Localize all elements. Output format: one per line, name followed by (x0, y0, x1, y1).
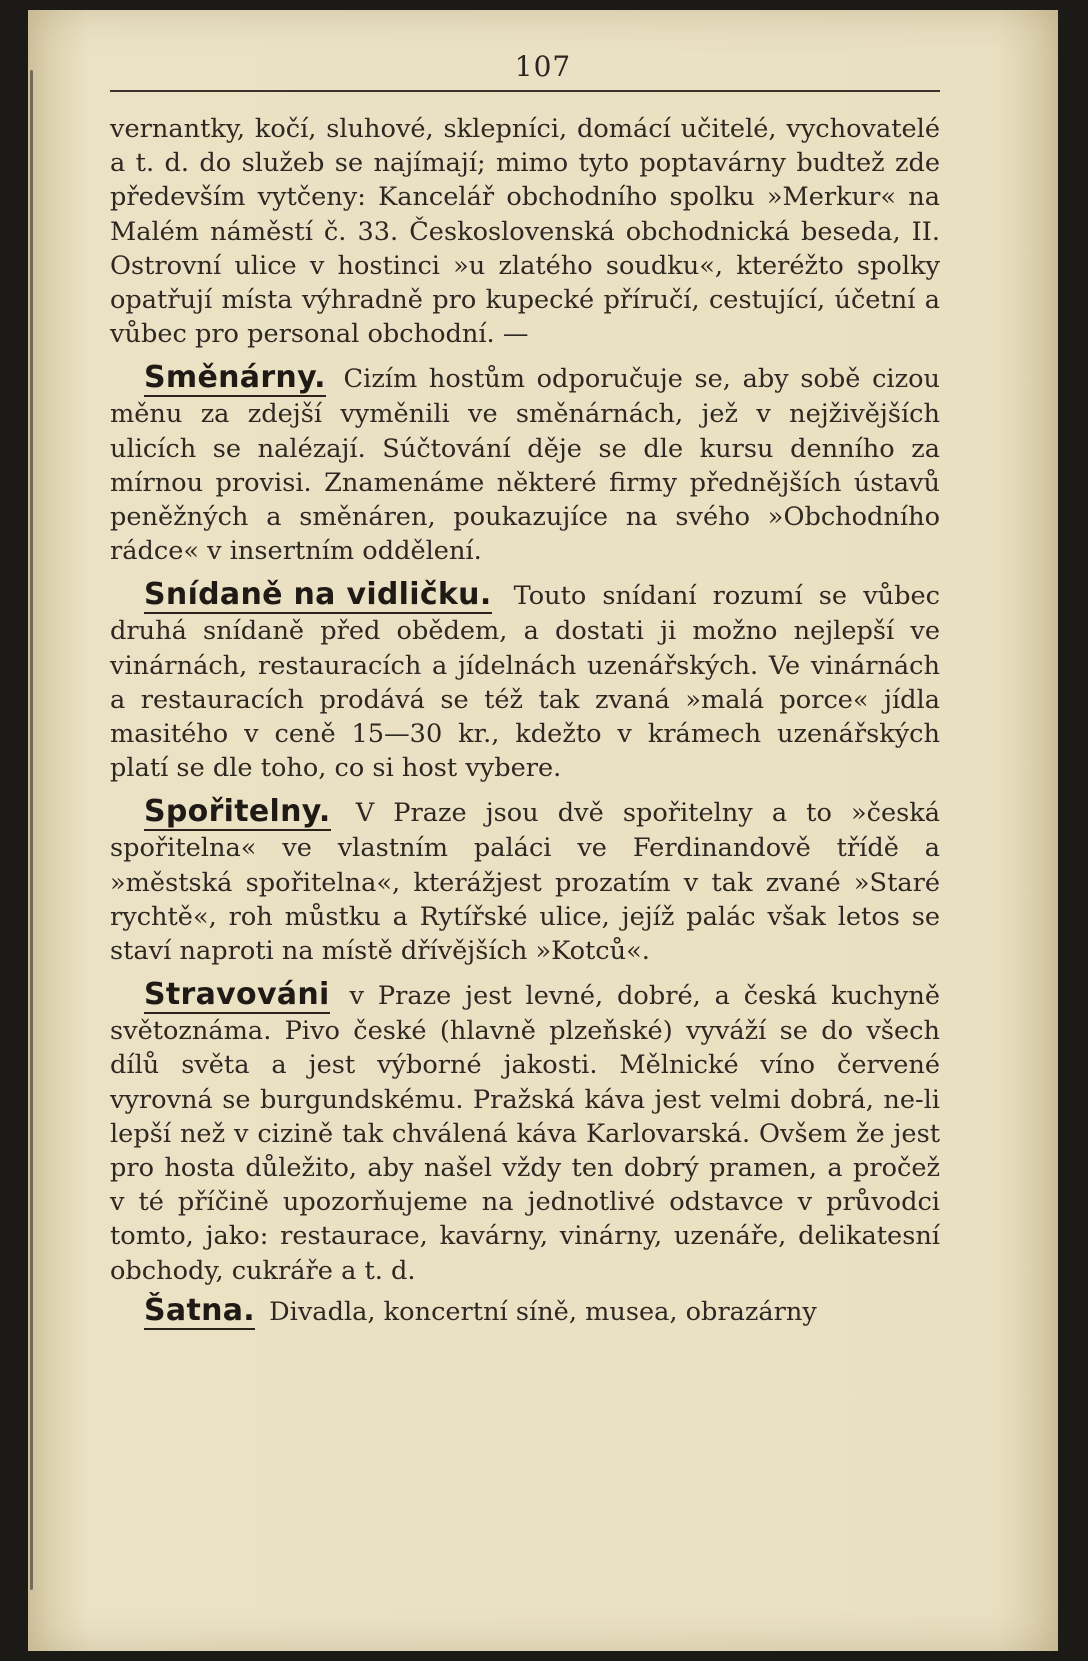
entry-heading: Snídaně na vidličku. (144, 577, 492, 613)
entry-smenarny (110, 361, 940, 568)
entry-stravovani (110, 978, 940, 1288)
page-edge-shadow (30, 70, 33, 1590)
entry-text: v Praze jest levné, dobré, a česká kuchyně světoznáma. Pivo české (hlavně plzeňské) vyváží se do všech dílů světa a jest výborné jakosti. Mělnické víno červené vyrovná se burgundskému. Pražská káva jest velmi dobrá, ne-li lepší než v cizině tak chválená káva Karlovarská. Ovšem že jest pro hosta důležito, aby našel vždy ten dobrý pramen, a pročež v té příčině upozorňujeme na jednotlivé odstavce v průvodci tomto, jako: restaurace, kavárny, vinárny, uzenáře, delikatesní obchody, cukráře a t. d. (110, 981, 940, 1286)
header-rule (110, 90, 940, 92)
entry-heading: Šatna. (144, 1292, 255, 1328)
page-body (110, 112, 940, 1330)
entry-sporitelny (110, 795, 940, 968)
entry-heading: Směnárny. (144, 360, 326, 396)
entry-text: Divadla, koncertní síně, musea, obrazárny (269, 1296, 817, 1327)
entry-heading: Spořitelny. (144, 794, 331, 830)
entry-text: Cizím hostům odporučuje se, aby sobě cizou měnu za zdejší vyměnili ve směnárnách, jež v nejživějších ulicích se nalézají. Súčtování děje se dle kursu denního za mírnou provisi. Znamenáme některé firmy přednějších ústavů peněžných a směnáren, poukazujíce na svého »Obchodního rádce« v insertním oddělení. (110, 364, 940, 567)
entry-heading: Stravováni (144, 977, 330, 1013)
entry-satna (110, 1294, 940, 1330)
entry-snidane (110, 578, 940, 785)
entry-text: Touto snídaní rozumí se vůbec druhá snídaně před obědem, a dostati ji možno nejlepší ve vinárnách, restauracích a jídelnách uzenářských. Ve vinárnách a restauracích prodává se též tak zvaná »malá porce« jídla masitého v ceně 15—30 kr., kdežto v krámech uzenářských platí se dle toho, co si host vybere. (110, 581, 940, 784)
book-page (28, 10, 1058, 1651)
entry-text: V Praze jsou dvě spořitelny a to »česká spořitelna« ve vlastním paláci ve Ferdinandově třídě a »městská spořitelna«, kterážjest prozatím v tak zvané »Staré rychtě«, roh můstku a Rytířské ulice, jejíž palác však letos se staví naproti na místě dřívějších »Kotců«. (110, 798, 940, 967)
page-number: 107 (514, 50, 572, 83)
intro-paragraph: vernantky, kočí, sluhové, sklepníci, domácí učitelé, vychovatelé a t. d. do služeb se najímají; mimo tyto poptavárny budtež zde především vytčeny: Kancelář obchodního spolku »Merkur« na Malém náměstí č. 33. Československá obchodnická beseda, II. Ostrovní ulice v hostinci »u zlatého soudku«, kteréžto spolky opatřují místa výhradně pro kupecké příručí, cestující, účetní a vůbec pro personal obchodní. — (110, 114, 940, 350)
